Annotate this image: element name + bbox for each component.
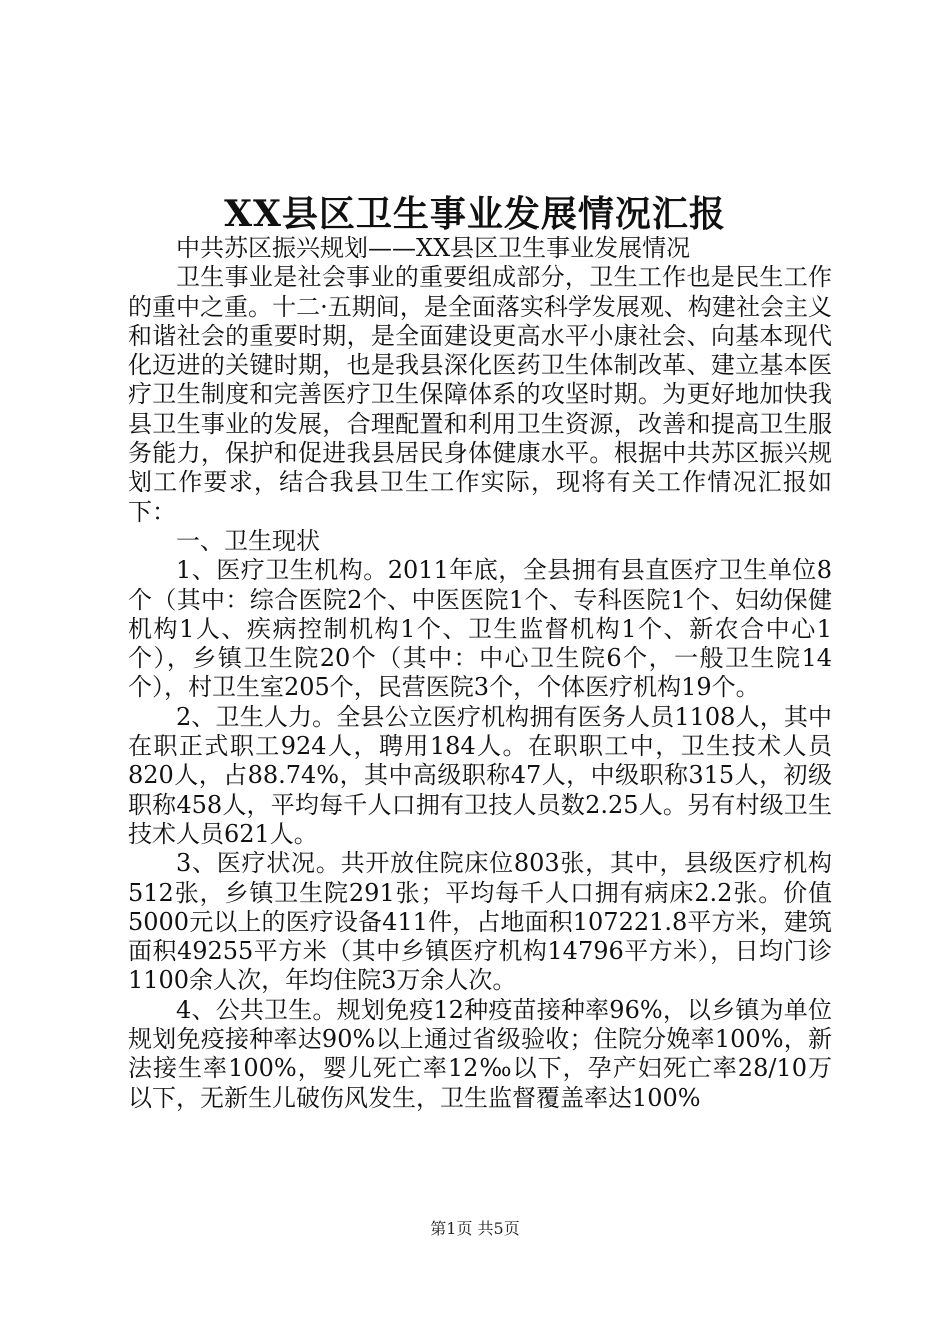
- paragraph: 4、公共卫生。规划免疫12种疫苗接种率96%，以乡镇为单位规划免疫接种率达90%以上通过省级验收；住院分娩率100%，新法接生率100%，婴儿死亡率12‰以下，孕产妇死亡率28/10万以下，无新生儿破伤风发生，卫生监督覆盖率达100%: [128, 995, 832, 1112]
- document-title: XX县区卫生事业发展情况汇报: [224, 193, 726, 235]
- paragraph: 1、医疗卫生机构。2011年底，全县拥有县直医疗卫生单位8个（其中：综合医院2个、中医医院1个、专科医院1个、妇幼保健机构1人、疾病控制机构1个、卫生监督机构1个、新农合中心1个），乡镇卫生院20个（其中：中心卫生院6个，一般卫生院14个），村卫生室205个，民营医院3个，个体医疗机构19个。: [128, 556, 832, 702]
- document-body: [128, 234, 832, 1113]
- paragraph: 3、医疗状况。共开放住院床位803张，其中，县级医疗机构512张，乡镇卫生院291张；平均每千人口拥有病床2.2张。价值5000元以上的医疗设备411件，占地面积107221.8平方米，建筑面积49255平方米（其中乡镇医疗机构14796平方米），日均门诊1100余人次，年均住院3万余人次。: [128, 849, 832, 995]
- document-subtitle: 中共苏区振兴规划——XX县区卫生事业发展情况: [176, 234, 691, 262]
- page-number: 第1页 共5页: [430, 1219, 520, 1238]
- paragraph: 2、卫生人力。全县公立医疗机构拥有医务人员1108人，其中在职正式职工924人，聘用184人。在职职工中，卫生技术人员820人，占88.74%，其中高级职称47人，中级职称315人，初级职称458人，平均每千人口拥有卫技人员数2.25人。另有村级卫生技术人员621人。: [128, 702, 832, 848]
- section-heading: 一、卫生现状: [176, 526, 320, 555]
- paragraph: 卫生事业是社会事业的重要组成部分，卫生工作也是民生工作的重中之重。十二·五期间，是全面落实科学发展观、构建社会主义和谐社会的重要时期，是全面建设更高水平小康社会、向基本现代化迈进的关键时期，也是我县深化医药卫生体制改革、建立基本医疗卫生制度和完善医疗卫生保障体系的攻坚时期。为更好地加快我县卫生事业的发展，合理配置和利用卫生资源，改善和提高卫生服务能力，保护和促进我县居民身体健康水平。根据中共苏区振兴规划工作要求，结合我县卫生工作实际，现将有关工作情况汇报如下：: [128, 263, 832, 526]
